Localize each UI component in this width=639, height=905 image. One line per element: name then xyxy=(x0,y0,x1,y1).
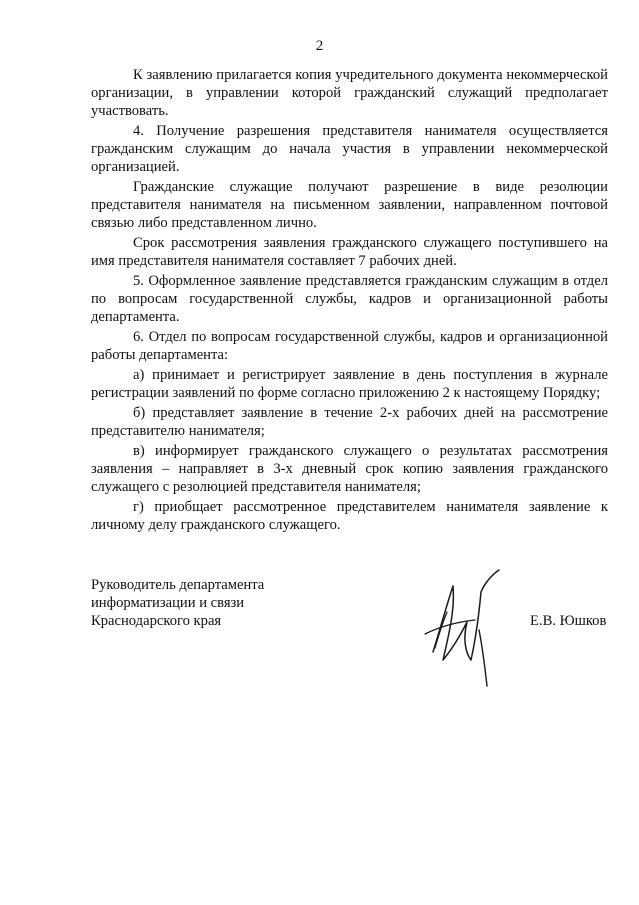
paragraph: г) приобщает рассмотренное представителем нанимателя заявление к личному делу гражданского служащего. xyxy=(91,499,608,533)
paragraph: 4. Получение разрешения представителя нанимателя осуществляется гражданским служащим до начала участия в управлении некоммерческой организацией. xyxy=(91,123,608,175)
handwritten-signature xyxy=(423,564,503,689)
page-number: 2 xyxy=(315,38,324,54)
signer-position: Руководитель департамента информатизации и связи Краснодарского края xyxy=(91,577,265,629)
paragraph: 6. Отдел по вопросам государственной службы, кадров и организационной работы департамента: xyxy=(91,329,608,363)
paragraph: Гражданские служащие получают разрешение в виде резолюции представителя нанимателя на письменном заявлении, направленном почтовой связью либо представленном лично. xyxy=(91,179,608,231)
paragraph: б) представляет заявление в течение 2-х рабочих дней на рассмотрение представителю нанимателя; xyxy=(91,405,608,439)
paragraph: Срок рассмотрения заявления гражданского служащего поступившего на имя представителя нанимателя составляет 7 рабочих дней. xyxy=(91,235,608,269)
signature-block xyxy=(91,576,608,696)
paragraph: 5. Оформленное заявление представляется гражданским служащим в отдел по вопросам государственной службы, кадров и организационной работы департамента. xyxy=(91,273,608,325)
paragraph: К заявлению прилагается копия учредительного документа некоммерческой организации, в управлении которой гражданский служащий предполагает участвовать. xyxy=(91,67,608,119)
document-body xyxy=(91,66,608,536)
signer-name: Е.В. Юшков xyxy=(530,613,607,629)
paragraph: в) информирует гражданского служащего о результатах рассмотрения заявления – направляет в 3-х дневный срок копию заявления гражданского служащего с резолюцией представителя нанимателя; xyxy=(91,443,608,495)
paragraph: а) принимает и регистрирует заявление в день поступления в журнале регистрации заявлений по форме согласно приложению 2 к настоящему Порядку; xyxy=(91,367,608,401)
